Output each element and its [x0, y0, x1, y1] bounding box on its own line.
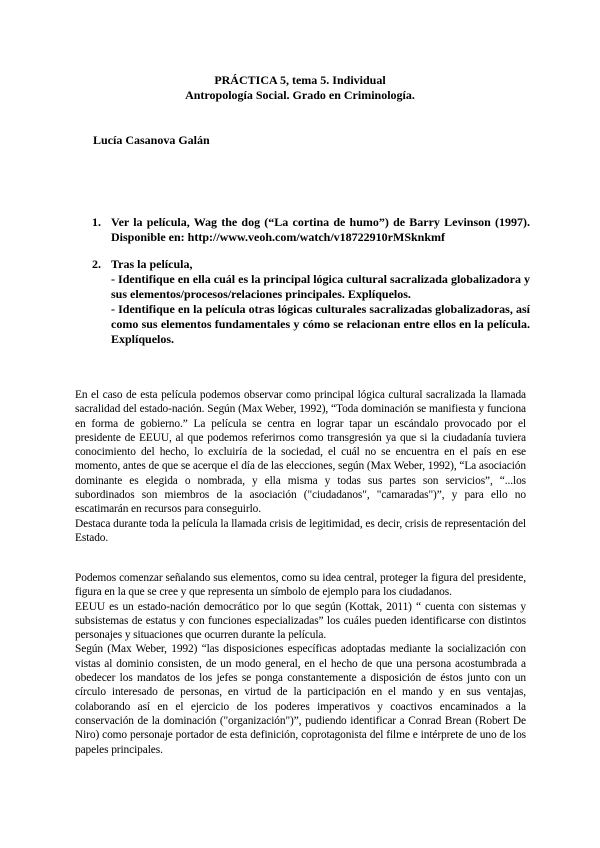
body-paragraph: Podemos comenzar señalando sus elementos, como su idea central, proteger la figura del presidente, figura en la que se cree y que representa un símbolo de ejemplo para los ciudadanos. [75, 572, 526, 599]
question-text: Tras la película, [111, 257, 193, 271]
title-line-practice: PRÁCTICA 5, tema 5. Individual [214, 73, 386, 87]
question-number: 2. [92, 257, 101, 271]
questions-list [92, 215, 530, 347]
question-subitem: - Identifique en la película otras lógicas culturales sacralizadas globalizadoras, así como sus elementos fundamentales y cómo se relacionan entre ellos en la película. Explíquelos. [111, 302, 530, 346]
body-paragraph: EEUU es un estado-nación democrático por lo que según (Kottak, 2011) “ cuenta con sistemas y subsistemas de estatus y con funciones especializadas” los cuáles pueden identificarse con distintos personajes y situaciones que ocurren durante la película. [75, 600, 526, 642]
body-paragraph: En el caso de esta película podemos observar como principal lógica cultural sacralizada la llamada sacralidad del estado-nación. Según (Max Weber, 1992), “Toda dominación se manifiesta y funciona en forma de gobierno.” La película se centra en lograr tapar un escándalo provocado por el presidente de EEUU, al que podemos referirnos como transgresión ya que si la ciudadanía tuviera conocimiento del hecho, lo excluiría de la sociedad, el cuál no se encuentra en el país en ese momento, antes de que se acerque el día de las elecciones, según (Max Weber, 1992), “La asociación dominante es elegida o nombrada, y ella misma y todas sus partes son servicios”, “...los subordinados son miembros de la asociación ("ciudadanos", "camaradas")”, y para ello no escatimarán en recursos para conseguirlo. [75, 389, 526, 516]
body-paragraph: Destaca durante toda la película la llamada crisis de legitimidad, es decir, crisis de representación del Estado. [75, 517, 526, 544]
question-item [92, 257, 530, 347]
body-paragraph: Según (Max Weber, 1992) “las disposiciones específicas adoptadas mediante la socialización con vistas al dominio consisten, de un modo general, en el hecho de que una persona acostumbrada a obedecer los mandatos de los jefes se ponga constantemente a disposición de éstos junto con un círculo interesado de personas, en virtud de la participación en el mando y en sus ventajas, colaborando así en el ejercicio de los poderes imperativos y coactivos encaminados a la conservación de la dominación ("organización")”, pudiendo identificar a Conrad Brean (Robert De Niro) como personaje portador de esta definición, coprotagonista del filme e intérprete de uno de los papeles principales. [75, 643, 526, 756]
answer-section-1 [75, 388, 526, 545]
title-line-course: Antropología Social. Grado en Criminología. [185, 88, 415, 102]
question-number: 1. [92, 215, 101, 229]
question-subitem: - Identifique en ella cuál es la principal lógica cultural sacralizada globalizadora y sus elementos/procesos/relaciones principales. Explíquelos. [111, 272, 530, 301]
question-text: Ver la película, Wag the dog (“La cortina de humo”) de Barry Levinson (1997). Disponible en: http://www.veoh.com/watch/v18722910rMSknkmf [111, 215, 530, 244]
document-title [0, 73, 600, 103]
question-item [92, 215, 530, 245]
answer-section-2 [75, 571, 526, 757]
author-name: Lucía Casanova Galán [93, 133, 210, 147]
